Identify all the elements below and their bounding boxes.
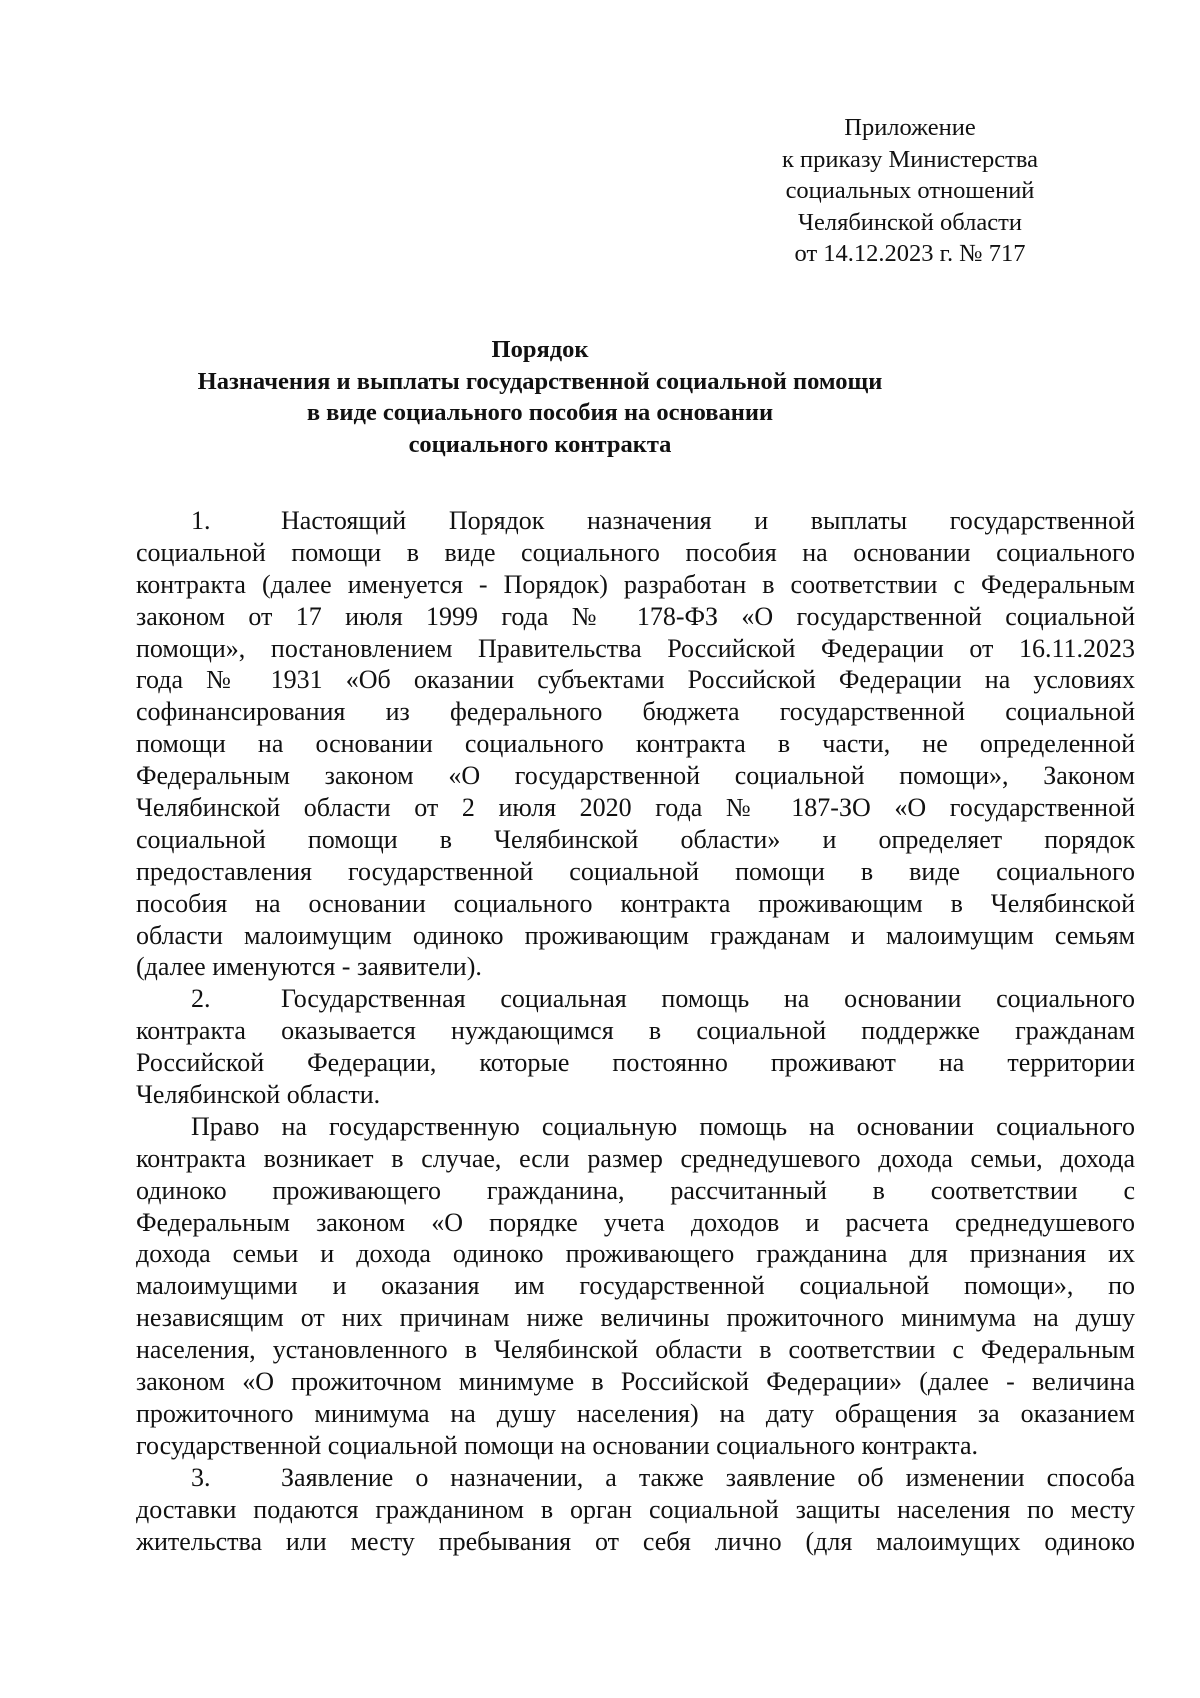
line-text: Федеральным законом «О порядке учета доходов и расчета среднедушевого <box>136 1207 1135 1237</box>
text-line <box>136 1526 1135 1558</box>
text-line <box>136 1079 1135 1111</box>
document-body <box>136 505 1135 1557</box>
line-text: Заявление о назначении, а также заявление об изменении способа <box>281 1462 1135 1492</box>
text-line <box>136 1302 1135 1334</box>
text-line <box>136 537 1135 569</box>
text-line <box>136 1494 1135 1526</box>
line-text: законом «О прожиточном минимуме в Российской Федерации» (далее - величина <box>136 1367 1135 1397</box>
text-line <box>136 760 1135 792</box>
line-text: прожиточного минимума на душу населения) на дату обращения за оказанием <box>136 1398 1135 1428</box>
paragraph <box>136 505 1135 983</box>
text-line <box>136 792 1135 824</box>
text-line <box>136 1430 1135 1462</box>
text-line <box>136 569 1135 601</box>
line-text: Настоящий Порядок назначения и выплаты государственной <box>281 506 1135 535</box>
text-line <box>136 728 1135 760</box>
text-line <box>136 1175 1135 1207</box>
document-title <box>140 334 940 460</box>
text-line <box>136 1366 1135 1398</box>
appendix-line: от 14.12.2023 г. № 717 <box>794 240 1026 267</box>
line-text: Государственная социальная помощь на основании социального <box>281 984 1135 1014</box>
line-text: софинансирования из федерального бюджета государственной социальной <box>136 697 1135 727</box>
appendix-line: Приложение <box>844 114 976 141</box>
text-line <box>136 951 1135 983</box>
line-text: (далее именуются - заявители). <box>136 952 482 982</box>
line-text: доставки подаются гражданином в орган социальной защиты населения по месту <box>136 1494 1135 1524</box>
text-line <box>136 664 1135 696</box>
line-text: дохода семьи и дохода одиноко проживающего гражданина для признания их <box>136 1239 1135 1269</box>
text-line <box>136 696 1135 728</box>
line-text: государственной социальной помощи на основании социального контракта. <box>136 1430 979 1460</box>
title-line: Назначения и выплаты государственной социальной помощи <box>197 367 883 395</box>
appendix-line: к приказу Министерства <box>782 145 1038 173</box>
paragraph-number: 1. <box>191 506 211 535</box>
text-line <box>136 1238 1135 1270</box>
line-text: законом от 17 июля 1999 года № 178-ФЗ «О государственной социальной <box>136 601 1135 631</box>
text-line <box>136 1207 1135 1239</box>
title-line: в виде социального пособия на основании <box>306 399 774 426</box>
paragraph <box>136 1111 1135 1462</box>
line-text: Право на государственную социальную помощь на основании социального <box>191 1111 1135 1141</box>
line-text: Российской Федерации, которые постоянно проживают на территории <box>136 1048 1135 1078</box>
text-line <box>136 856 1135 888</box>
paragraph <box>136 983 1135 1111</box>
text-line <box>136 1143 1135 1175</box>
line-text: социальной помощи в виде социального пособия на основании социального <box>136 537 1135 567</box>
line-text: населения, установленного в Челябинской области в соответствии с Федеральным <box>136 1335 1135 1365</box>
line-text: независящим от них причинам ниже величины прожиточного минимума на душу <box>136 1303 1135 1333</box>
text-line <box>136 920 1135 952</box>
line-text: малоимущими и оказания им государственной социальной помощи», по <box>136 1271 1135 1301</box>
title-line: Порядок <box>491 336 589 363</box>
text-line <box>136 1015 1135 1047</box>
paragraph-number: 2. <box>191 984 211 1014</box>
line-text: предоставления государственной социальной помощи в виде социального <box>136 856 1135 886</box>
line-text: жительства или месту пребывания от себя лично (для малоимущих одиноко <box>136 1526 1135 1556</box>
text-line <box>136 1334 1135 1366</box>
line-text: Челябинской области. <box>136 1080 381 1110</box>
line-text: контракта оказывается нуждающимся в социальной поддержке гражданам <box>136 1016 1135 1046</box>
line-text: контракта (далее именуется - Порядок) разработан в соответствии с Федеральным <box>136 569 1135 599</box>
line-text: помощи», постановлением Правительства Российской Федерации от 16.11.2023 <box>136 633 1135 663</box>
line-text: социальной помощи в Челябинской области» и определяет порядок <box>136 824 1135 854</box>
text-line <box>136 633 1135 665</box>
appendix-line: социальных отношений <box>785 177 1035 204</box>
appendix-block <box>740 112 1080 270</box>
line-text: Федеральным законом «О государственной социальной помощи», Законом <box>136 761 1135 791</box>
text-line <box>136 824 1135 856</box>
line-text: года № 1931 «Об оказании субъектами Российской Федерации на условиях <box>136 665 1135 695</box>
text-line <box>136 1047 1135 1079</box>
line-text: области малоимущим одиноко проживающим гражданам и малоимущим семьям <box>136 920 1135 950</box>
line-text: Челябинской области от 2 июля 2020 года № 187-ЗО «О государственной <box>136 793 1135 823</box>
text-line <box>136 888 1135 920</box>
paragraph <box>136 1462 1135 1558</box>
text-line <box>136 1111 1135 1143</box>
appendix-line: Челябинской области <box>798 208 1022 236</box>
line-text: одиноко проживающего гражданина, рассчитанный в соответствии с <box>136 1175 1135 1205</box>
text-line <box>136 601 1135 633</box>
paragraph-number: 3. <box>191 1462 211 1492</box>
text-line <box>136 1462 1135 1494</box>
line-text: контракта возникает в случае, если размер среднедушевого дохода семьи, дохода <box>136 1143 1135 1173</box>
text-line <box>136 983 1135 1015</box>
line-text: пособия на основании социального контракта проживающим в Челябинской <box>136 888 1135 918</box>
text-line <box>136 505 1135 537</box>
line-text: помощи на основании социального контракта в части, не определенной <box>136 729 1135 759</box>
text-line <box>136 1270 1135 1302</box>
title-line: социального контракта <box>408 430 672 458</box>
text-line <box>136 1398 1135 1430</box>
